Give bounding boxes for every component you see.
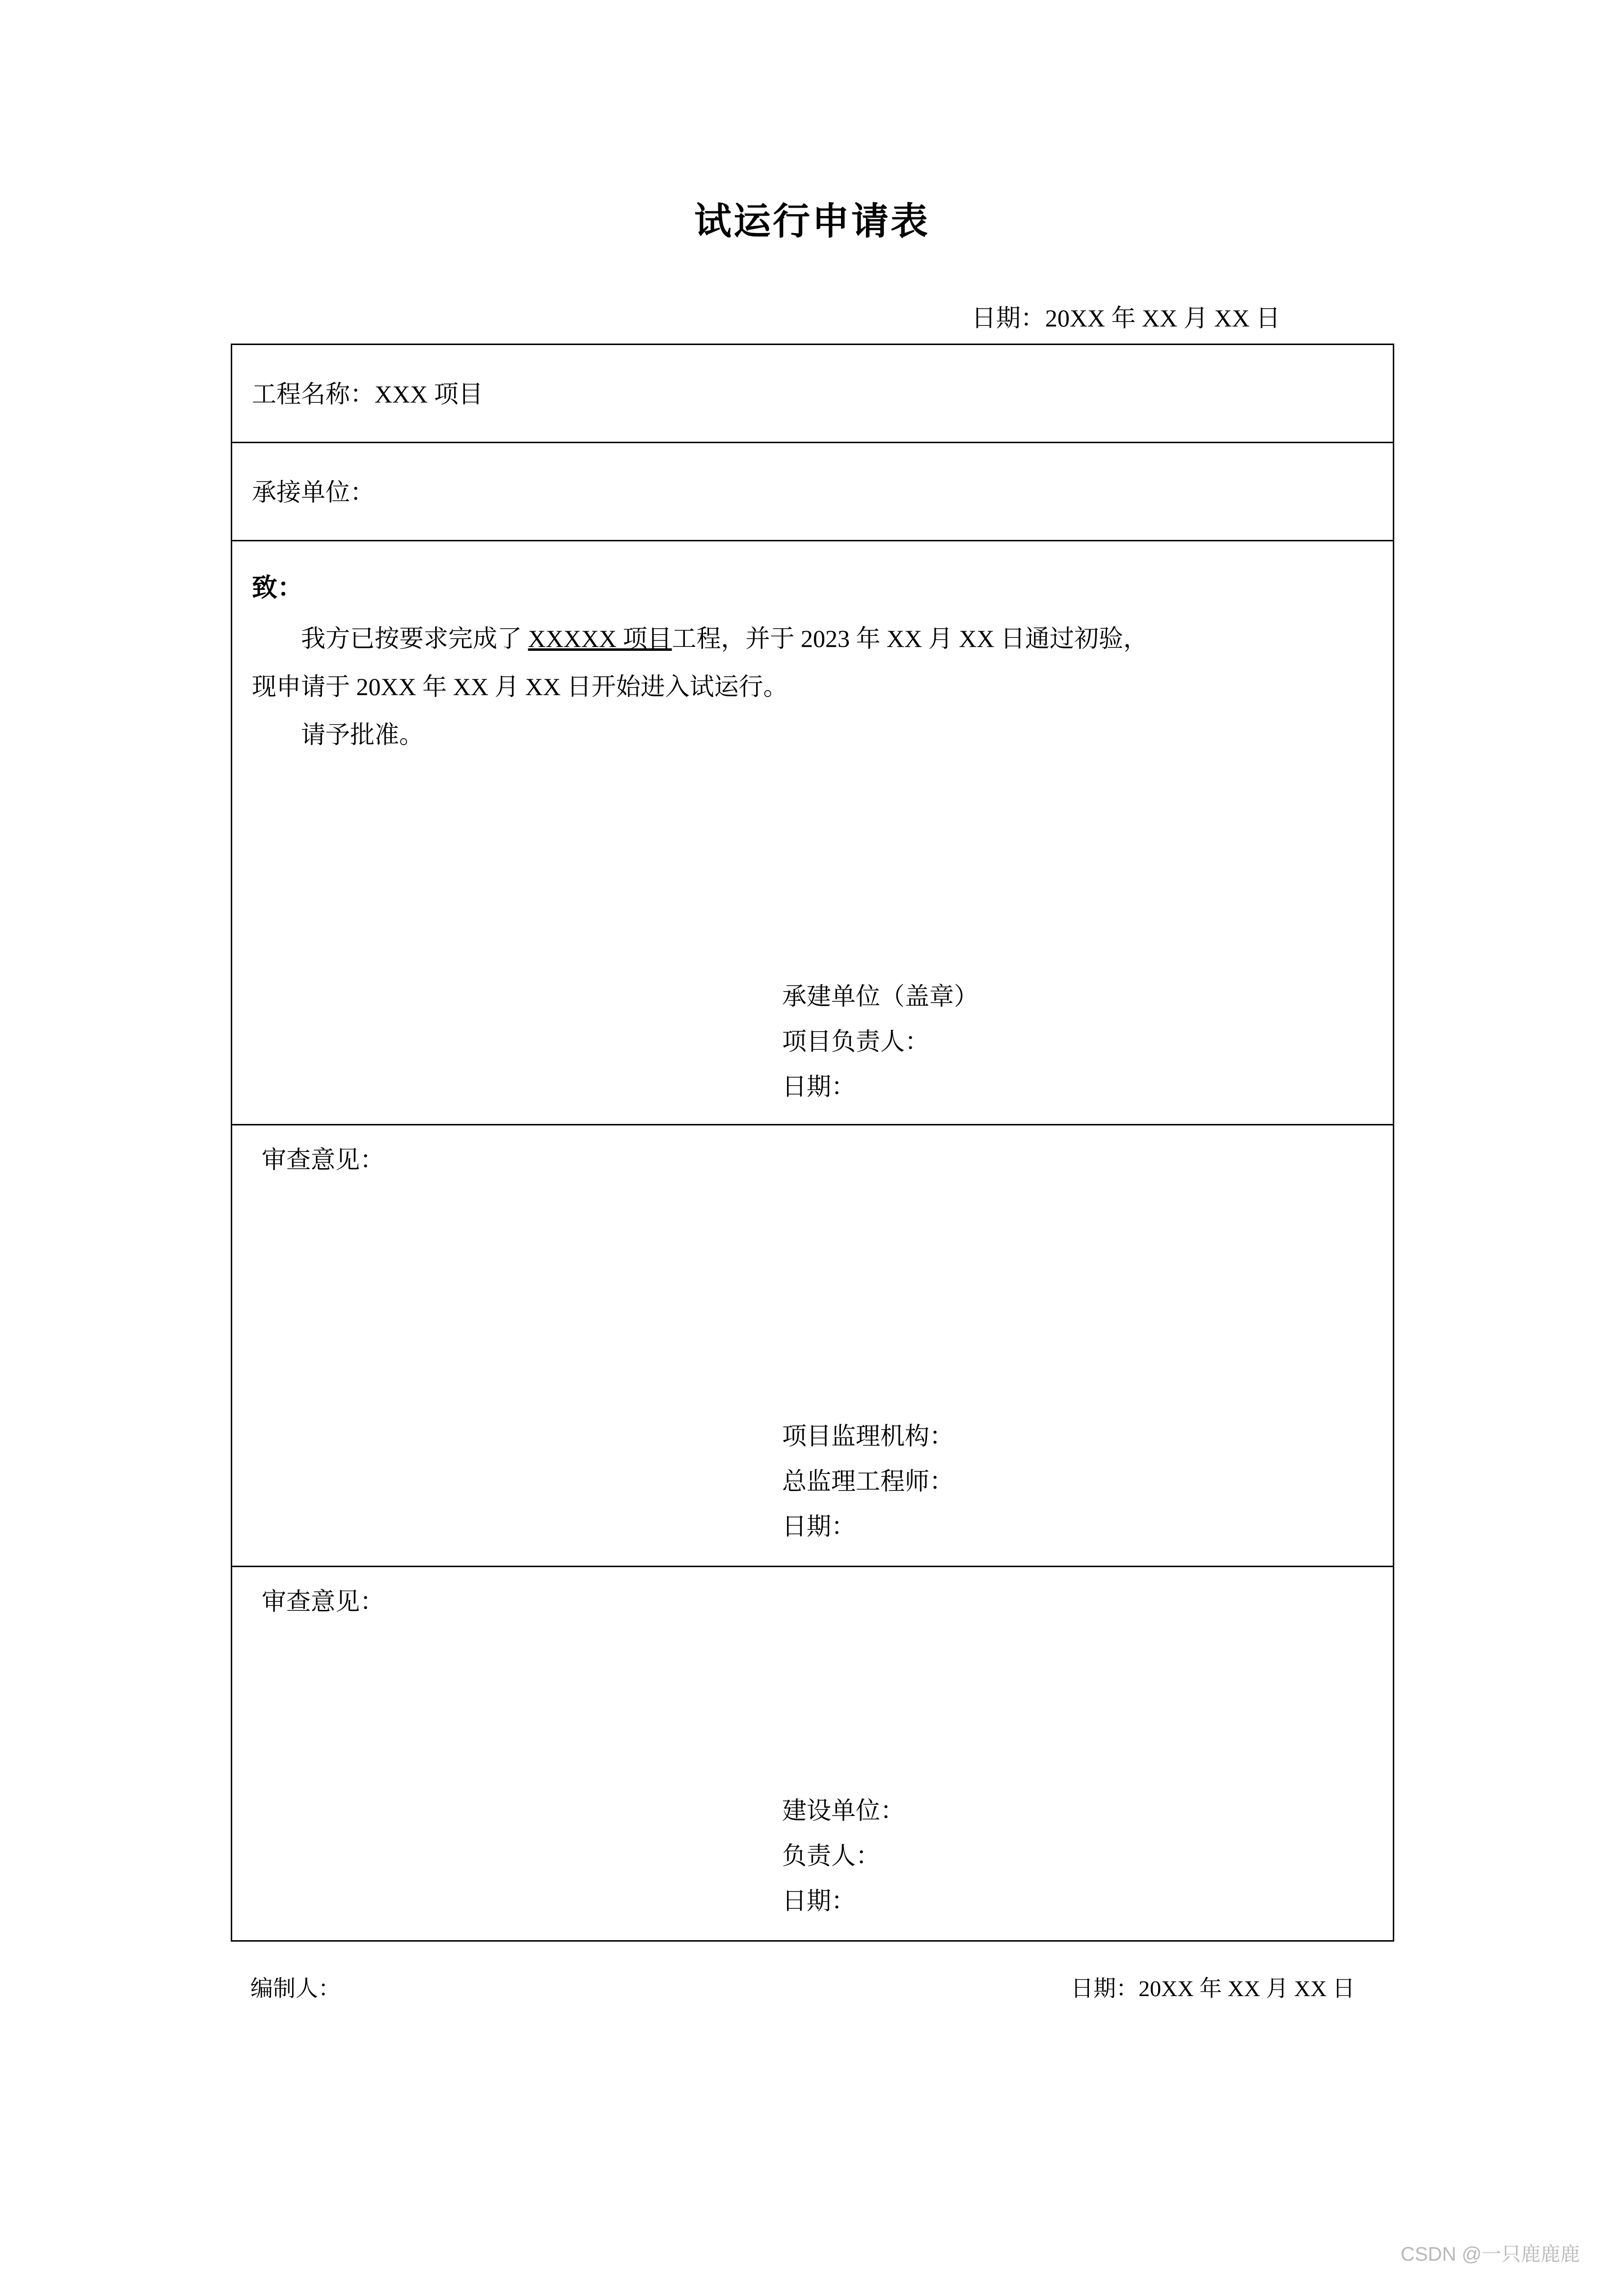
supervisor-org-label: 项目监理机构：	[782, 1422, 954, 1450]
header-date: 日期：20XX 年 XX 月 XX 日	[971, 304, 1280, 332]
owner-person-label: 负责人：	[782, 1842, 880, 1869]
supervisor-date-label: 日期：	[782, 1513, 856, 1540]
salutation-label: 致：	[252, 574, 303, 602]
page-title: 试运行申请表	[694, 201, 930, 242]
body-line-3: 请予批准。	[301, 721, 424, 748]
body-line-1	[252, 614, 1373, 663]
contractor-person-label: 项目负责人：	[782, 1028, 929, 1055]
owner-date-label: 日期：	[782, 1887, 856, 1915]
table-row-owner-review	[232, 1567, 1393, 1940]
body-line-1-suffix: 工程，并于 2023 年 XX 月 XX 日通过初验，	[672, 625, 1148, 652]
contractor-unit-label: 承建单位（盖章）	[782, 983, 978, 1010]
review-opinion-label-supervisor: 审查意见：	[262, 1146, 384, 1174]
project-name-label: 工程名称：XXX 项目	[252, 380, 483, 408]
signature-block-supervisor	[782, 1414, 954, 1549]
owner-unit-label: 建设单位：	[782, 1797, 905, 1824]
application-body	[232, 604, 1393, 759]
footer-date-label: 日期：20XX 年 XX 月 XX 日	[1071, 1976, 1355, 2001]
signature-block-contractor	[782, 974, 978, 1109]
table-row-supervisor-review	[232, 1125, 1393, 1567]
application-table	[231, 344, 1394, 1942]
contractor-date-label: 日期：	[782, 1073, 856, 1100]
signature-block-owner	[782, 1788, 905, 1923]
table-row-project-name	[232, 345, 1393, 443]
watermark: CSDN @一只鹿鹿鹿	[1400, 2243, 1580, 2265]
review-opinion-label-owner: 审查意见：	[262, 1588, 384, 1615]
table-row-contract-unit	[232, 443, 1393, 541]
body-line-2: 现申请于 20XX 年 XX 月 XX 日开始进入试运行。	[252, 673, 788, 700]
body-line-1-prefix: 我方已按要求完成了	[301, 625, 528, 652]
body-line-1-project: XXXXX 项目	[528, 625, 672, 652]
contract-unit-label: 承接单位：	[252, 479, 375, 506]
supervisor-engineer-label: 总监理工程师：	[782, 1468, 954, 1495]
footer-author-label: 编制人：	[250, 1976, 341, 2001]
table-row-application-body	[232, 541, 1393, 1125]
